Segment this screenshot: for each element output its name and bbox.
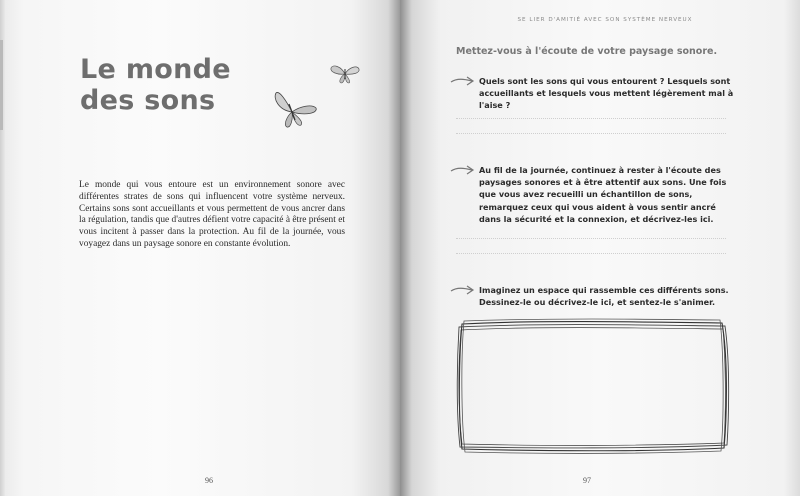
- chapter-title: [80, 54, 231, 116]
- prompt-3: [450, 284, 740, 308]
- page-number: 97: [583, 476, 591, 485]
- arrow-icon: [450, 284, 476, 296]
- prompt-2-text: Au fil de la journée, continuez à rester à l'écoute des paysages sonores et à être attentif aux sons. Une fois que vous avez recueilli un échantillon de sons, remarquez ceux qui vous aident à vous sentir ancré dans la sécurité et la connexion, et décrivez-les ici.: [479, 165, 727, 224]
- intro-paragraph: Le monde qui vous entoure est un environnement sonore avec différentes strates de sons qui influencent votre système nerveux. Certains sons sont accueillants et vous permettent de vous ancrer dans la régulation, tandis que d'autres défient votre capacité à être présent et vous incitent à passer dans la protection. Au fil de la journée, vous voyagez dans un paysage sonore en constante évolution.: [79, 180, 345, 249]
- writing-lines-1[interactable]: [456, 118, 726, 148]
- prompt-1: [450, 75, 740, 112]
- writing-lines-2[interactable]: [456, 238, 726, 268]
- chapter-title-line-1: Le monde: [80, 54, 231, 85]
- chapter-title-line-2: des sons: [80, 85, 216, 116]
- butterfly-icon: [329, 63, 361, 85]
- prompt-2: [450, 164, 740, 225]
- right-page: [400, 0, 800, 496]
- prompt-3-text: Imaginez un espace qui rassemble ces différents sons. Dessinez-le ou décrivez-le ici, et sentez-le s'animer.: [479, 285, 729, 308]
- running-head: SE LIER D'AMITIÉ AVEC SON SYSTÈME NERVEUX: [517, 17, 693, 23]
- drawing-box[interactable]: [452, 316, 734, 456]
- arrow-icon: [450, 75, 476, 87]
- section-intro: Mettez-vous à l'écoute de votre paysage sonore.: [456, 46, 718, 57]
- prompt-1-text: Quels sont les sons qui vous entourent ? Lesquels sont accueillants et lesquels vous mettent légèrement mal à l'aise ?: [479, 76, 734, 111]
- arrow-icon: [450, 164, 476, 176]
- butterfly-icon: [272, 88, 318, 130]
- page-number: 96: [205, 476, 213, 485]
- page-edge: [0, 0, 6, 496]
